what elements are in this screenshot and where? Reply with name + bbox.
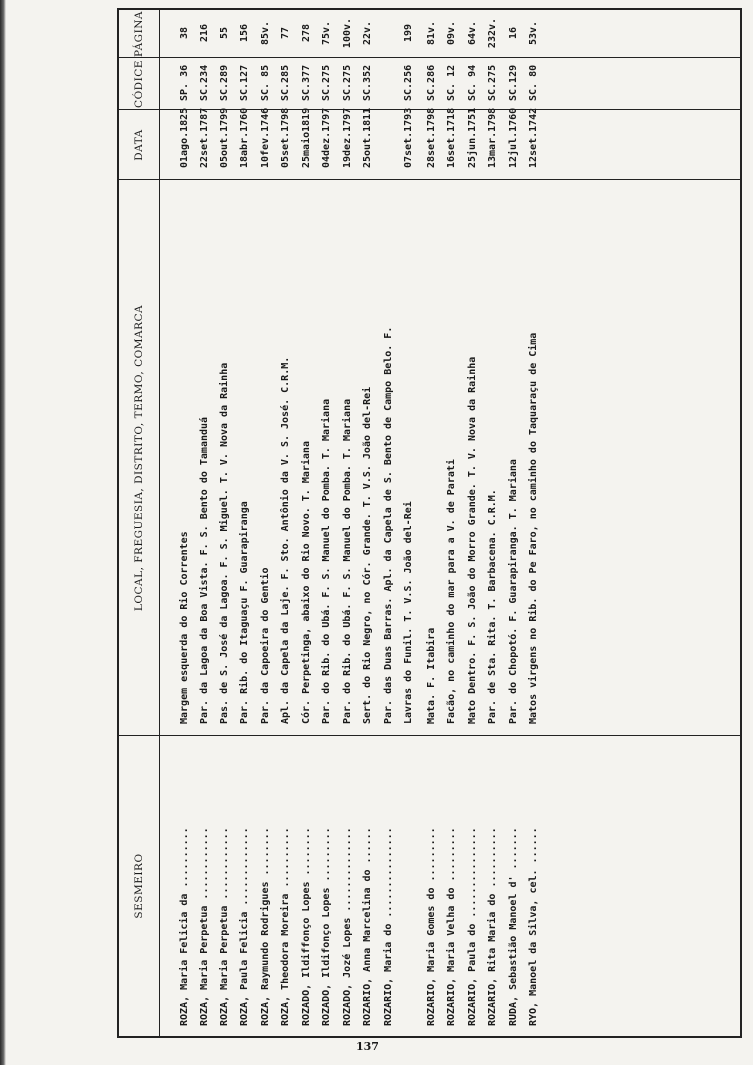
cell-data: 13mar.1798 <box>487 107 498 168</box>
cell-sesmeiro: RUDA, Sebastião Manoel d' ....... <box>508 827 519 1026</box>
cell-data: 22set.1787 <box>199 107 210 168</box>
cell-sesmeiro: ROZA, Maria Perpetua ............ <box>219 827 230 1026</box>
cell-codice: SC. 80 <box>528 64 539 101</box>
cell-codice: SC.352 <box>362 64 373 101</box>
sesmarias-table <box>117 8 742 1038</box>
cell-codice: SC. 94 <box>467 64 478 101</box>
header-sesmeiro: SESMEIRO <box>133 853 145 919</box>
table-row <box>258 10 277 1036</box>
binding-edge <box>0 0 6 1065</box>
table-row <box>506 10 525 1036</box>
cell-sesmeiro: ROZA, Maria Perpetua ............ <box>199 827 210 1026</box>
table-row <box>278 10 297 1036</box>
cell-data: 25out.1811 <box>362 107 373 168</box>
cell-sesmeiro: ROZADO, Ildiffonço Lopes ........ <box>301 827 312 1026</box>
cell-local: Par. da Lagoa da Boa Vista. F. S. Bento do Tamanduá <box>199 416 210 724</box>
cell-pagina: 55 <box>219 26 230 40</box>
header-data: DATA <box>133 129 145 161</box>
table-row <box>444 10 463 1036</box>
cell-codice: SC.286 <box>426 64 437 101</box>
table-row <box>424 10 443 1036</box>
cell-codice: SC.289 <box>219 64 230 101</box>
cell-local: Mato Dentro. F. S. João do Morro Grande. T. V. Nova da Rainha <box>467 356 478 724</box>
cell-data: 16set.1718 <box>446 107 457 168</box>
cell-data: 07set.1793 <box>403 107 414 168</box>
cell-local: Par. Rib. do Itaguaçu F. Guarapiranga <box>239 501 250 724</box>
cell-codice: SC.285 <box>280 64 291 101</box>
cell-codice: SC.275 <box>487 64 498 101</box>
cell-sesmeiro: ROZARIO, Anna Marcelina do ...... <box>362 827 373 1026</box>
cell-sesmeiro: ROZARIO, Maria Gomes do ......... <box>426 827 437 1026</box>
cell-sesmeiro: ROZARIO, Rita Maria do .......... <box>487 827 498 1026</box>
cell-local: Margem esquerda do Rio Correntes <box>179 531 190 724</box>
table-row <box>237 10 256 1036</box>
cell-sesmeiro: ROZARIO, Maria do ............... <box>383 827 394 1026</box>
table-row <box>340 10 359 1036</box>
cell-pagina: 216 <box>199 23 210 43</box>
cell-pagina: 64v. <box>467 20 478 46</box>
cell-data: 10fev.1746 <box>260 107 271 168</box>
cell-pagina: 16 <box>508 26 519 40</box>
cell-sesmeiro: ROZARIO, Paula do ............... <box>467 827 478 1026</box>
cell-pagina: 81v. <box>426 20 437 46</box>
cell-data: 12jul.1760 <box>508 107 519 168</box>
cell-data: 04dez.1797 <box>321 107 332 168</box>
table-row <box>465 10 484 1036</box>
cell-data: 25jun.1751 <box>467 107 478 168</box>
table-row <box>217 10 236 1036</box>
table-row <box>485 10 504 1036</box>
cell-sesmeiro: ROZARIO, Maria Velha do ......... <box>446 827 457 1026</box>
cell-sesmeiro: ROZADO, Ildifonço Lopes ......... <box>321 827 332 1026</box>
cell-data: 05set.1798 <box>280 107 291 168</box>
table-row <box>526 10 545 1036</box>
cell-sesmeiro: ROZA, Raymundo Rodrigues ........ <box>260 827 271 1026</box>
cell-local: Sert. do Rio Negro, no Cór. Grande. T. V.S. João del-Rei <box>362 386 373 724</box>
cell-local: Facão, no caminho do mar para a V. de Parati <box>446 459 457 724</box>
cell-codice: SC.234 <box>199 64 210 101</box>
cell-pagina: 53v. <box>528 20 539 46</box>
table-row <box>299 10 318 1036</box>
cell-pagina: 278 <box>301 23 312 43</box>
cell-data: 05out.1799 <box>219 107 230 168</box>
cell-codice: SP. 36 <box>179 64 190 101</box>
cell-local: Pas. de S. José da Lagoa. F. S. Miguel. T. V. Nova da Rainha <box>219 362 230 724</box>
cell-sesmeiro: RYO, Manoel da Silva, cel. ...... <box>528 827 539 1026</box>
cell-pagina: 38 <box>179 26 190 40</box>
cell-local: Matos virgens no Rib. do Pe Faro, no caminho do Taquaraçu de Cima <box>528 332 539 724</box>
cell-data: 28set.1798 <box>426 107 437 168</box>
table-row <box>319 10 338 1036</box>
cell-data: 12set.1742 <box>528 107 539 168</box>
cell-codice: SC.275 <box>321 64 332 101</box>
table-row <box>197 10 216 1036</box>
cell-local: Lavras do Funil. T. V.S. João del-Rei <box>403 501 414 724</box>
cell-data: 25maio1819 <box>301 107 312 168</box>
header-local: LOCAL, FREGUESIA, DISTRITO, TERMO, COMARCA <box>133 304 145 612</box>
cell-sesmeiro: ROZADO, Jozé Lopes .............. <box>342 827 353 1026</box>
cell-pagina: 09v. <box>446 20 457 46</box>
cell-codice: SC.127 <box>239 64 250 101</box>
cell-local: Apl. da Capela da Laje. F. Sto. Antônio da V. S. José. C.R.M. <box>280 356 291 724</box>
cell-codice: SC.129 <box>508 64 519 101</box>
table-row <box>401 10 420 1036</box>
header-pagina: PÁGINA <box>133 11 145 57</box>
cell-sesmeiro: ROZA, Maria Felicia da .......... <box>179 827 190 1026</box>
cell-pagina: 22v. <box>362 20 373 46</box>
header-divider <box>159 10 160 1036</box>
table-row <box>381 10 400 1036</box>
cell-codice: SC.377 <box>301 64 312 101</box>
cell-sesmeiro: ROZA, Theodora Moreira .......... <box>280 827 291 1026</box>
cell-codice: SC.256 <box>403 64 414 101</box>
cell-data: 19dez.1797 <box>342 107 353 168</box>
cell-data: 01ago.1825 <box>179 107 190 168</box>
cell-codice: SC. 85 <box>260 64 271 101</box>
rotated-table-wrapper <box>117 8 742 1038</box>
cell-pagina: 75v. <box>321 20 332 46</box>
cell-local: Par. do Rib. do Ubá. F. S. Manuel do Pomba. T. Mariana <box>321 398 332 724</box>
cell-local: Cór. Perpetinga, abaixo do Rio Novo. T. Mariana <box>301 441 312 724</box>
cell-local: Par. do Rib. do Ubá. F. S. Manuel do Pomba. T. Mariana <box>342 398 353 724</box>
cell-local: Mata. F. Itabira <box>426 627 437 724</box>
cell-pagina: 156 <box>239 23 250 43</box>
cell-codice: SC. 12 <box>446 64 457 101</box>
page-number: 137 <box>356 1040 379 1053</box>
cell-local: Par. de Sta. Rita. T. Barbacena. C.R.M. <box>487 489 498 724</box>
cell-data: 18abr.1760 <box>239 107 250 168</box>
cell-pagina: 77 <box>280 26 291 40</box>
cell-pagina: 100v. <box>342 17 353 49</box>
cell-local: Par. das Duas Barras. Apl. da Capela de S. Bento de Campo Belo. F. <box>383 326 394 724</box>
cell-sesmeiro: ROZA, Paula Felicia ............. <box>239 827 250 1026</box>
cell-local: Par. do Chopotó. F. Guarapiranga. T. Mariana <box>508 459 519 724</box>
cell-pagina: 199 <box>403 23 414 43</box>
table-row <box>177 10 196 1036</box>
table-row <box>360 10 379 1036</box>
cell-local: Par. da Capoeira do Gentio <box>260 567 271 724</box>
cell-pagina: 232v. <box>487 17 498 49</box>
header-codice: CÓDICE <box>133 60 145 108</box>
cell-codice: SC.275 <box>342 64 353 101</box>
cell-pagina: 85v. <box>260 20 271 46</box>
